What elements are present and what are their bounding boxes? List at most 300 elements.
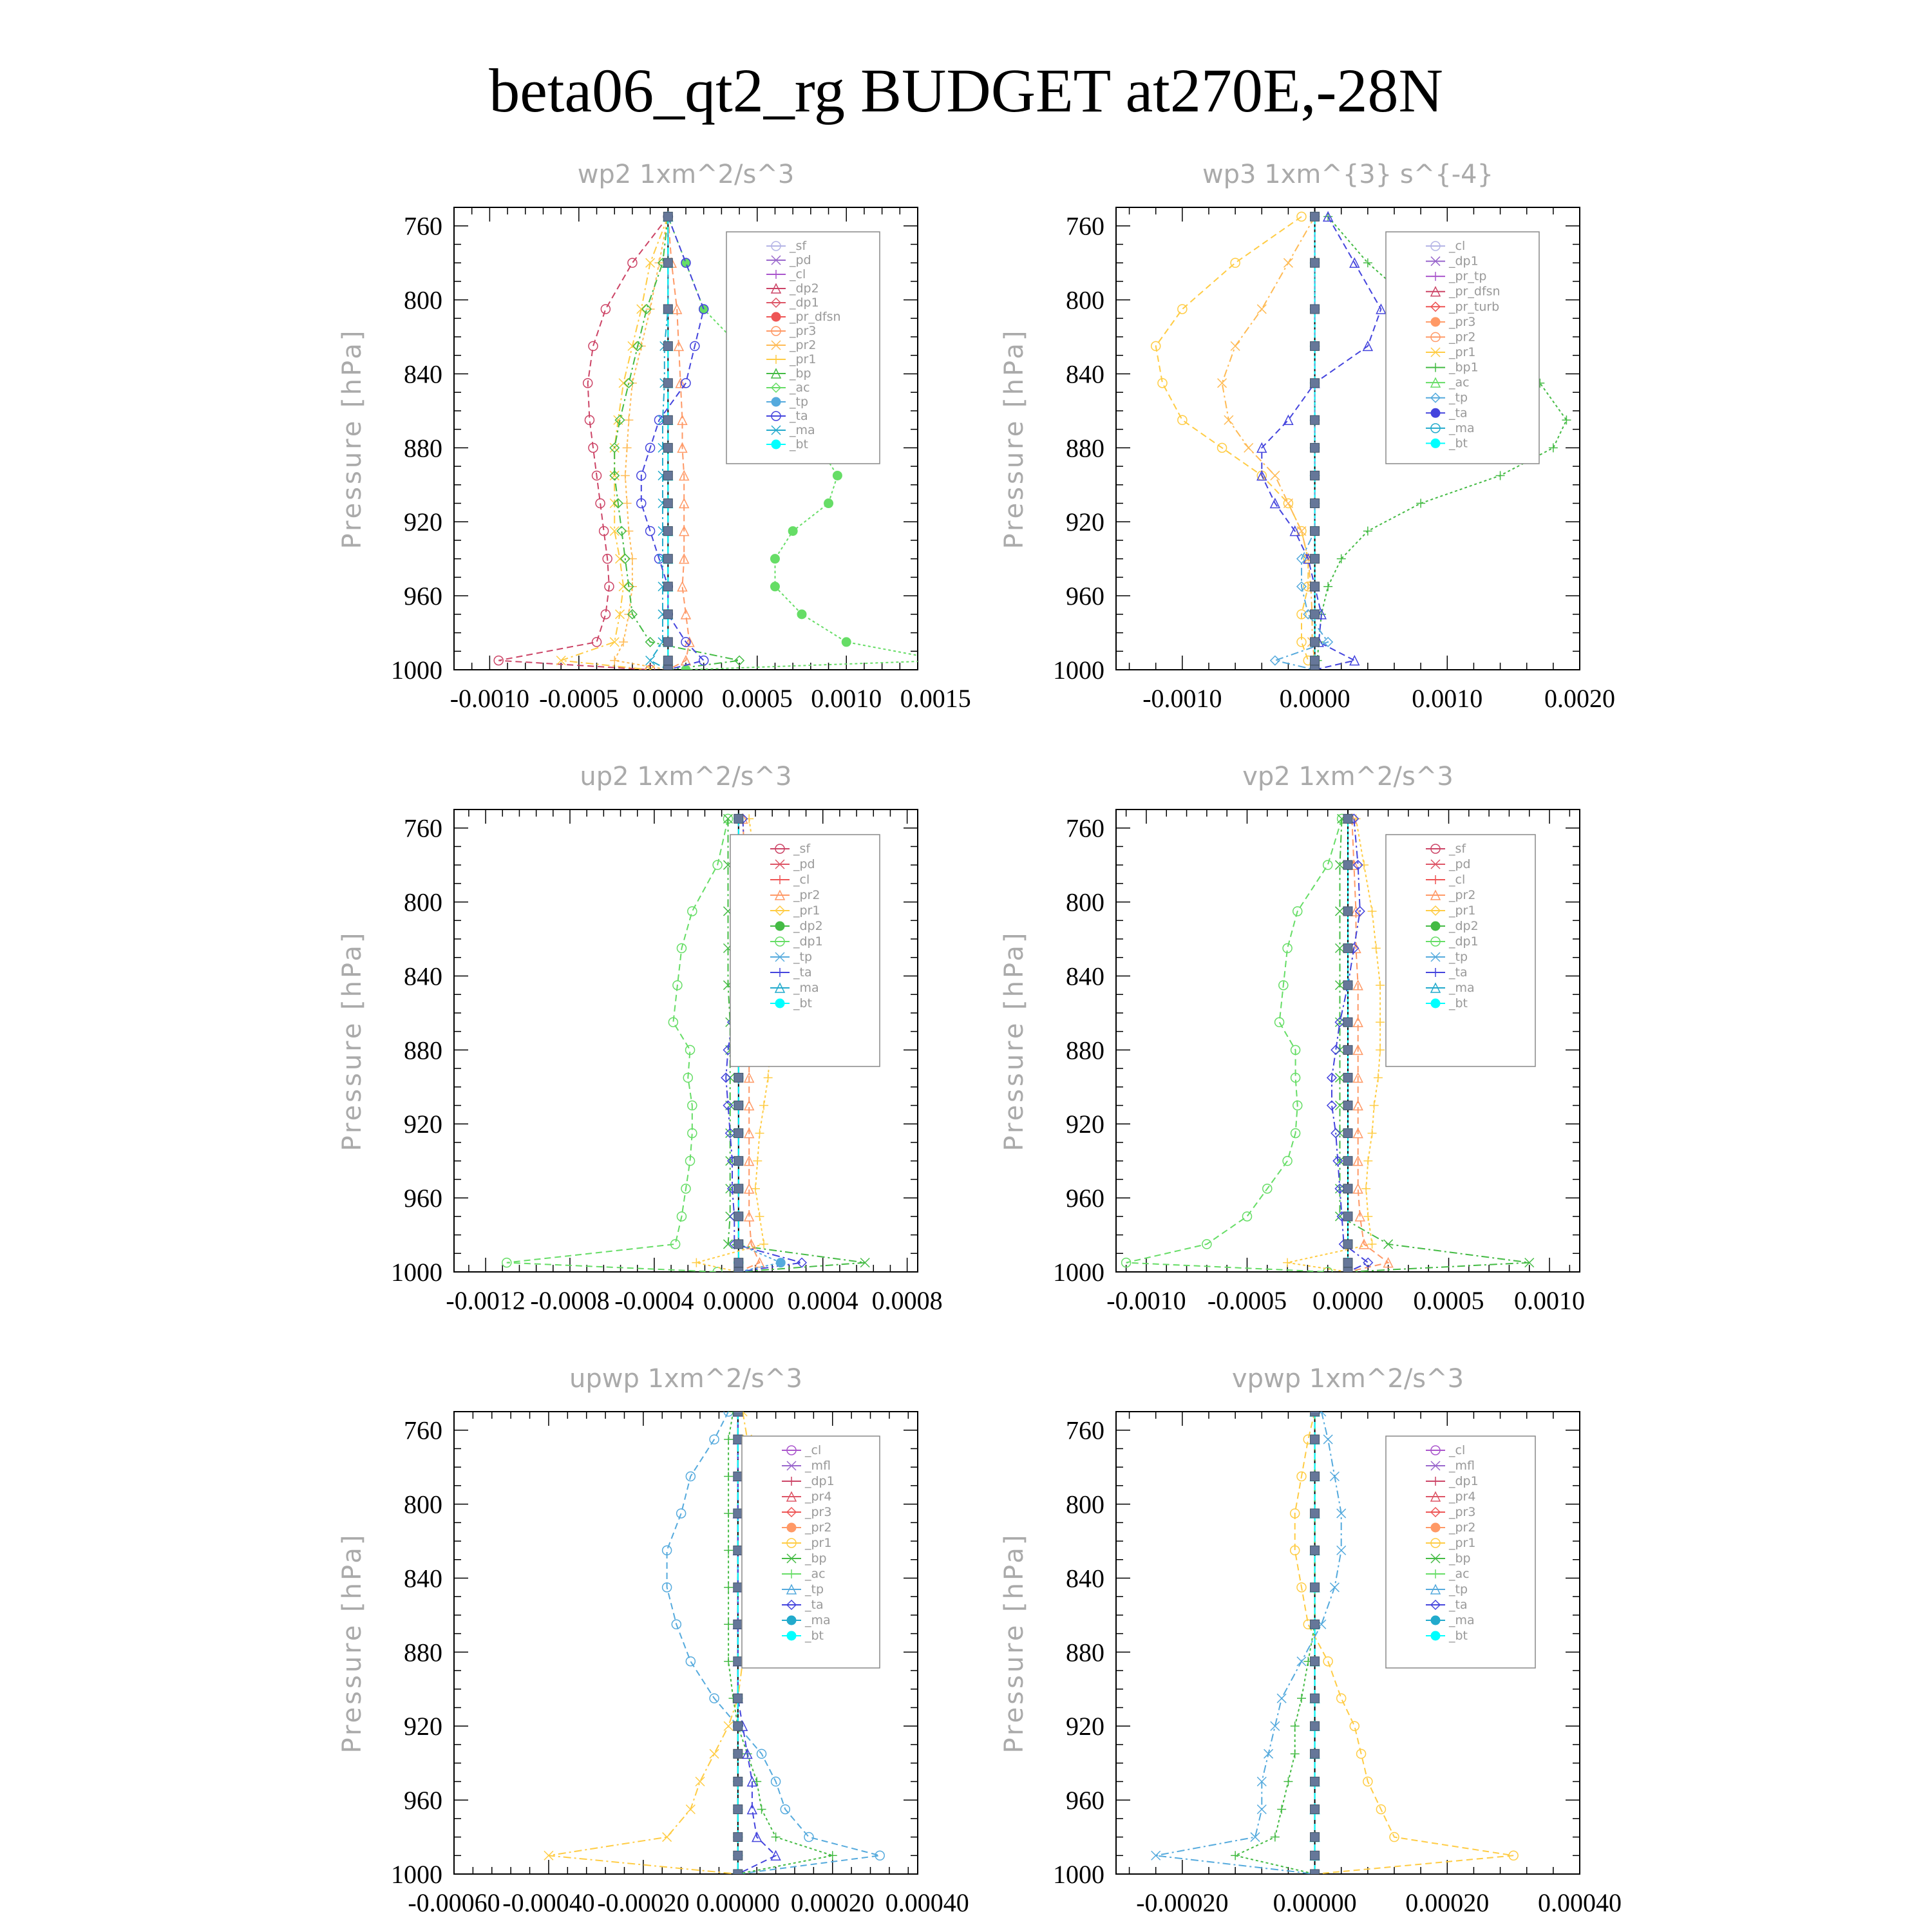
- y-axis-label: Pressure [hPa]: [999, 328, 1029, 549]
- legend-entry: _dp2: [1449, 919, 1479, 933]
- x-tick-label: 0.0000: [1279, 684, 1350, 713]
- series-point-dp2: [601, 305, 610, 314]
- legend-entry: _ac: [1449, 375, 1470, 390]
- near-zero-marker: [1343, 943, 1352, 952]
- series-point-bp1: [1562, 415, 1571, 424]
- y-tick-label: 960: [1066, 1184, 1104, 1213]
- series-point-pr1: [1363, 1157, 1372, 1166]
- y-tick-label: 920: [404, 507, 442, 537]
- y-axis-label: Pressure [hPa]: [337, 1532, 367, 1754]
- legend-entry: _dp2: [793, 919, 823, 933]
- series-point-dp2: [592, 638, 601, 647]
- series-point-tp: [1277, 1694, 1286, 1703]
- series-point-pr1: [692, 1258, 701, 1267]
- near-zero-marker: [1311, 258, 1320, 267]
- legend-entry: _cl: [1449, 239, 1466, 253]
- legend-entry: _ta: [1449, 406, 1468, 421]
- series-point-pr1: [1350, 1721, 1359, 1730]
- y-axis-label: Pressure [hPa]: [337, 328, 367, 549]
- legend-entry: _bp: [805, 1551, 827, 1566]
- series-line-dp2: [498, 216, 668, 670]
- legend-entry: _ma: [793, 981, 819, 995]
- near-zero-marker: [1311, 656, 1320, 665]
- near-zero-marker: [1311, 379, 1320, 388]
- x-tick-label: 0.0010: [1514, 1286, 1586, 1315]
- near-zero-marker: [663, 554, 672, 564]
- legend-entry: _cl: [1449, 1443, 1466, 1457]
- y-tick-label: 1000: [1053, 1860, 1104, 1889]
- near-zero-marker: [1311, 665, 1320, 674]
- legend-marker: [787, 1616, 796, 1625]
- legend-entry: _pd: [1449, 857, 1471, 871]
- near-zero-marker: [1311, 1721, 1320, 1730]
- legend-entry: _ta: [1449, 965, 1468, 980]
- legend-entry: _dp1: [793, 934, 823, 949]
- x-tick-label: -0.00040: [502, 1888, 595, 1917]
- y-tick-label: 760: [1066, 813, 1104, 843]
- legend-entry: _pr1: [1449, 345, 1476, 359]
- series-point-tp: [1330, 1583, 1339, 1592]
- series-point-ac: [788, 527, 797, 536]
- legend-marker: [775, 922, 784, 931]
- near-zero-marker: [1343, 1018, 1352, 1027]
- legend-marker: [1431, 317, 1440, 327]
- legend-entry: _bt: [1449, 996, 1468, 1010]
- legend-marker: [1431, 922, 1440, 931]
- near-zero-marker: [734, 1694, 743, 1703]
- legend-entry: _tp: [790, 395, 809, 409]
- series-point-tp: [1257, 1804, 1266, 1814]
- near-zero-marker: [1311, 1620, 1320, 1629]
- series-point-dp1: [688, 907, 697, 916]
- legend-marker: [1431, 1523, 1440, 1532]
- series-line-pr2: [1222, 216, 1315, 670]
- y-tick-label: 800: [404, 285, 442, 315]
- legend-entry: _tp: [1449, 390, 1468, 405]
- series-point-pr2: [624, 415, 633, 424]
- legend-entry: _pd: [793, 857, 815, 871]
- near-zero-marker: [1311, 1851, 1320, 1860]
- x-tick-label: -0.0010: [450, 684, 530, 713]
- legend-entry: _tp: [1449, 950, 1468, 964]
- near-zero-marker: [734, 1184, 743, 1193]
- series-point-pr2: [646, 305, 655, 314]
- legend-entry: _tp: [793, 950, 813, 964]
- series-point-pr1: [1368, 907, 1377, 916]
- y-axis-label: Pressure [hPa]: [999, 1532, 1029, 1754]
- legend-entry: _dp1: [1449, 254, 1479, 269]
- y-tick-label: 920: [404, 1110, 442, 1139]
- series-point-tp: [1264, 1749, 1273, 1758]
- legend-entry: _bt: [1449, 436, 1468, 451]
- series-point-bp: [1277, 1804, 1286, 1814]
- series-point-pr2: [623, 499, 632, 508]
- y-tick-label: 880: [404, 1638, 442, 1667]
- near-zero-marker: [663, 527, 672, 536]
- y-tick-label: 760: [1066, 1416, 1104, 1445]
- series-point-dp2: [589, 341, 598, 350]
- near-zero-marker: [1311, 499, 1320, 508]
- legend-entry: _pr2: [1449, 1520, 1476, 1535]
- legend-entry: _pr2: [790, 338, 817, 352]
- y-tick-label: 880: [1066, 433, 1104, 463]
- series-point-pr1: [759, 1240, 768, 1249]
- x-tick-label: 0.0004: [787, 1286, 858, 1315]
- near-zero-marker: [663, 582, 672, 591]
- series-point-bp1: [1323, 212, 1332, 221]
- series-point-bp1: [1363, 258, 1372, 267]
- near-zero-marker: [734, 814, 743, 823]
- series-point-pr1: [724, 1721, 733, 1730]
- series-point-dp1: [1275, 1018, 1284, 1027]
- series-point-pr1: [1283, 1258, 1292, 1267]
- y-tick-label: 800: [1066, 1490, 1104, 1519]
- x-tick-label: 0.0010: [1412, 684, 1483, 713]
- legend-entry: _pr3: [805, 1505, 832, 1519]
- series-point-pr2: [1257, 305, 1266, 314]
- near-zero-marker: [663, 471, 672, 480]
- legend-entry: _pr3: [790, 324, 817, 338]
- near-zero-marker: [734, 1546, 743, 1555]
- legend-entry: _tp: [805, 1582, 824, 1596]
- legend-marker: [787, 1631, 796, 1640]
- near-zero-marker: [663, 499, 672, 508]
- series-point-bp: [724, 1509, 733, 1518]
- y-tick-label: 840: [404, 1564, 442, 1593]
- near-zero-marker: [734, 1407, 743, 1416]
- legend-entry: _ta: [793, 965, 812, 980]
- legend-entry: _pr_turb: [1449, 299, 1500, 314]
- legend-entry: _pr3: [1449, 314, 1476, 329]
- series-point-tp: [1323, 1435, 1332, 1444]
- y-tick-label: 760: [404, 211, 442, 241]
- near-zero-marker: [1311, 341, 1320, 350]
- near-zero-marker: [1311, 443, 1320, 452]
- near-zero-marker: [734, 1157, 743, 1166]
- series-point-bp: [724, 1657, 733, 1666]
- near-zero-marker: [663, 415, 672, 424]
- near-zero-marker: [1343, 1045, 1352, 1054]
- x-tick-label: 0.0000: [632, 684, 704, 713]
- near-zero-marker: [663, 258, 672, 267]
- series-point-bp1: [1323, 582, 1332, 591]
- near-zero-marker: [1343, 1129, 1352, 1138]
- series-point-pr1: [686, 1804, 695, 1814]
- y-tick-label: 960: [1066, 1786, 1104, 1815]
- near-zero-marker: [734, 1620, 743, 1629]
- series-point-bp: [757, 1804, 766, 1814]
- legend-marker: [787, 1523, 796, 1532]
- near-zero-marker: [1311, 582, 1320, 591]
- series-point-dp2: [628, 258, 637, 267]
- series-point-tp: [686, 1657, 695, 1666]
- series-line-tp: [1275, 216, 1328, 670]
- legend-entry: _tp: [1449, 1582, 1468, 1596]
- series-point-pr1: [751, 1184, 760, 1193]
- near-zero-marker: [663, 665, 672, 674]
- series-point-bp1: [1363, 527, 1372, 536]
- legend-marker: [1431, 1616, 1440, 1625]
- near-zero-marker: [1311, 415, 1320, 424]
- legend-entry: _bt: [793, 996, 813, 1010]
- series-point-ac: [681, 665, 690, 674]
- series-point-pr1: [619, 379, 628, 388]
- near-zero-marker: [1311, 1833, 1320, 1842]
- series-point-pr1: [1376, 1018, 1385, 1027]
- y-tick-label: 840: [1066, 1564, 1104, 1593]
- panel-title: vpwp 1xm^2/s^3: [1231, 1364, 1464, 1394]
- near-zero-marker: [1311, 638, 1320, 647]
- near-zero-marker: [1343, 1184, 1352, 1193]
- page-title: beta06_qt2_rg BUDGET at270E,-28N: [489, 56, 1443, 125]
- near-zero-marker: [734, 1073, 743, 1082]
- y-tick-label: 800: [1066, 887, 1104, 917]
- series-point-tp: [677, 1509, 686, 1518]
- legend-entry: _pr2: [1449, 888, 1476, 902]
- legend-entry: _pr1: [1449, 1536, 1476, 1550]
- near-zero-marker: [1311, 1472, 1320, 1481]
- series-point-bp: [828, 1851, 837, 1860]
- y-tick-label: 920: [404, 1712, 442, 1741]
- near-zero-marker: [1311, 1435, 1320, 1444]
- series-line-pr1: [1287, 819, 1380, 1272]
- series-point-pr1: [764, 1073, 773, 1082]
- series-point-pr1: [696, 1777, 705, 1786]
- x-tick-label: 0.00020: [1405, 1888, 1490, 1917]
- y-tick-label: 840: [404, 961, 442, 991]
- y-tick-label: 1000: [1053, 656, 1104, 685]
- series-point-ac: [797, 610, 806, 619]
- y-tick-label: 920: [1066, 1712, 1104, 1741]
- legend-entry: _pd: [790, 253, 811, 267]
- legend-entry: _pr1: [790, 352, 817, 366]
- near-zero-marker: [1343, 981, 1352, 990]
- series-point-bp: [724, 1472, 733, 1481]
- near-zero-marker: [734, 1583, 743, 1592]
- series-point-bp: [1283, 1777, 1293, 1786]
- legend-marker: [772, 440, 781, 449]
- legend-entry: _cl: [793, 873, 810, 887]
- near-zero-marker: [734, 1657, 743, 1666]
- series-point-bp1: [1496, 471, 1505, 480]
- near-zero-marker: [734, 1804, 743, 1814]
- legend-entry: _ma: [1449, 1613, 1475, 1627]
- near-zero-marker: [734, 1212, 743, 1221]
- series-point-ac: [842, 638, 851, 647]
- x-tick-label: 0.0010: [811, 684, 882, 713]
- series-point-pr1: [1372, 943, 1381, 952]
- x-tick-label: -0.00020: [597, 1888, 690, 1917]
- series-point-pr1: [753, 1157, 762, 1166]
- legend-entry: _sf: [793, 842, 811, 856]
- x-tick-label: -0.0010: [1142, 684, 1222, 713]
- x-tick-label: 0.0008: [871, 1286, 943, 1315]
- series-point-pr1: [1359, 860, 1368, 869]
- y-tick-label: 760: [404, 1416, 442, 1445]
- series-point-bp1: [1416, 499, 1425, 508]
- series-point-pr1: [1297, 212, 1306, 221]
- series-point-ac: [833, 471, 842, 480]
- near-zero-marker: [663, 610, 672, 619]
- panel-2: [999, 160, 1615, 713]
- series-point-bp1: [1337, 554, 1346, 564]
- near-zero-marker: [1311, 1804, 1320, 1814]
- series-point-bp1: [1549, 443, 1558, 452]
- series-point-pr2: [610, 656, 619, 665]
- series-point-dp1: [1323, 860, 1332, 869]
- near-zero-marker: [734, 1870, 743, 1879]
- panel-3: [337, 762, 943, 1315]
- near-zero-marker: [663, 212, 672, 221]
- near-zero-marker: [663, 656, 672, 665]
- series-point-pr1: [628, 341, 637, 350]
- y-tick-label: 920: [1066, 507, 1104, 537]
- near-zero-marker: [1343, 1101, 1352, 1110]
- legend-entry: _bt: [805, 1629, 824, 1643]
- series-line-pr1: [1156, 216, 1315, 670]
- x-tick-label: 0.00040: [885, 1888, 969, 1917]
- legend-entry: _bt: [790, 437, 809, 451]
- legend-entry: _pr_dfsn: [1449, 284, 1501, 299]
- near-zero-marker: [1311, 1546, 1320, 1555]
- near-zero-marker: [663, 305, 672, 314]
- legend-entry: _ac: [1449, 1567, 1470, 1581]
- series-point-pr1: [755, 1212, 764, 1221]
- series-point-bp: [1291, 1721, 1300, 1730]
- x-tick-label: -0.0008: [530, 1286, 610, 1315]
- panel-title: vp2 1xm^2/s^3: [1242, 762, 1454, 791]
- near-zero-marker: [734, 1749, 743, 1758]
- legend-entry: _pr4: [805, 1490, 832, 1504]
- series-point-pr1: [710, 1749, 719, 1758]
- x-tick-label: 0.0005: [1413, 1286, 1484, 1315]
- legend-entry: _pr_tp: [1449, 269, 1487, 284]
- near-zero-marker: [663, 443, 672, 452]
- y-tick-label: 880: [1066, 1036, 1104, 1065]
- y-tick-label: 840: [1066, 961, 1104, 991]
- near-zero-marker: [1343, 1258, 1352, 1267]
- legend-entry: _pr_dfsn: [790, 310, 841, 324]
- near-zero-marker: [1311, 554, 1320, 564]
- legend-entry: _bp: [1449, 1551, 1471, 1566]
- legend-entry: _ta: [790, 409, 808, 423]
- near-zero-marker: [663, 341, 672, 350]
- near-zero-marker: [734, 1833, 743, 1842]
- near-zero-marker: [1343, 1240, 1352, 1249]
- y-axis-label: Pressure [hPa]: [337, 930, 367, 1151]
- x-tick-label: -0.0012: [446, 1286, 526, 1315]
- series-point-pr1: [1370, 1101, 1379, 1110]
- series-point-bp: [1231, 1851, 1240, 1860]
- legend-marker: [772, 312, 781, 321]
- series-point-tp: [1271, 1721, 1280, 1730]
- near-zero-marker: [663, 379, 672, 388]
- near-zero-marker: [1343, 1157, 1352, 1166]
- legend-entry: _pr2: [1449, 330, 1476, 345]
- x-tick-label: -0.0004: [614, 1286, 694, 1315]
- series-point-pr2: [623, 443, 632, 452]
- series-point-bp: [1271, 1833, 1280, 1842]
- series-point-pr2: [621, 471, 630, 480]
- series-line-dp1: [1126, 819, 1342, 1272]
- near-zero-marker: [1343, 814, 1352, 823]
- series-point-pr2: [1271, 471, 1280, 480]
- y-tick-label: 760: [1066, 211, 1104, 241]
- y-tick-label: 800: [404, 1490, 442, 1519]
- series-point-ac: [824, 499, 833, 508]
- near-zero-marker: [1311, 1657, 1320, 1666]
- legend-entry: _pr1: [805, 1536, 832, 1550]
- legend-entry: _mfl: [1449, 1459, 1475, 1473]
- legend-entry: _ma: [1449, 421, 1475, 435]
- near-zero-marker: [734, 1435, 743, 1444]
- series-point-pr1: [637, 305, 646, 314]
- series-point-pr2: [619, 638, 628, 647]
- series-point-pr1: [1368, 1240, 1377, 1249]
- legend-entry: _cl: [805, 1443, 822, 1457]
- y-tick-label: 960: [404, 1786, 442, 1815]
- series-point-pr1: [1374, 1073, 1383, 1082]
- series-point-pr1: [1376, 1045, 1385, 1054]
- y-tick-label: 880: [404, 1036, 442, 1065]
- near-zero-marker: [1311, 1694, 1320, 1703]
- x-tick-label: 0.00020: [790, 1888, 875, 1917]
- legend-entry: _pr1: [793, 904, 820, 918]
- y-tick-label: 840: [1066, 359, 1104, 389]
- x-tick-label: 0.0000: [1312, 1286, 1383, 1315]
- y-tick-label: 1000: [391, 656, 442, 685]
- series-line-ta: [1262, 216, 1381, 670]
- series-point-pr1: [744, 814, 753, 823]
- y-tick-label: 880: [1066, 1638, 1104, 1667]
- legend-marker: [1431, 439, 1440, 448]
- x-tick-label: 0.0015: [900, 684, 971, 713]
- y-tick-label: 1000: [391, 1258, 442, 1287]
- y-tick-label: 1000: [391, 1860, 442, 1889]
- legend-entry: _pr3: [1449, 1505, 1476, 1519]
- series-point-ta: [1350, 656, 1359, 665]
- legend-marker: [1431, 999, 1440, 1008]
- x-tick-label: -0.0005: [1207, 1286, 1287, 1315]
- near-zero-marker: [734, 1851, 743, 1860]
- x-tick-label: -0.0010: [1106, 1286, 1186, 1315]
- near-zero-marker: [1311, 610, 1320, 619]
- near-zero-marker: [734, 1509, 743, 1518]
- series-line-pr2: [614, 216, 668, 670]
- series-point-pr1: [759, 1101, 768, 1110]
- x-tick-label: 0.00040: [1538, 1888, 1622, 1917]
- series-point-pr1: [1337, 1694, 1346, 1703]
- legend-marker: [772, 397, 781, 406]
- x-tick-label: 0.00000: [1273, 1888, 1357, 1917]
- legend-entry: _pr2: [805, 1520, 832, 1535]
- series-point-tp: [1337, 1546, 1346, 1555]
- legend-entry: _sf: [1449, 842, 1466, 856]
- near-zero-marker: [734, 1258, 743, 1267]
- panel-title: wp2 1xm^2/s^3: [577, 160, 795, 189]
- x-tick-label: 0.0020: [1544, 684, 1615, 713]
- series-group: [494, 207, 949, 674]
- legend-entry: _ta: [805, 1598, 824, 1612]
- series-point-pr1: [1178, 415, 1187, 424]
- series-point-pr1: [1368, 1129, 1377, 1138]
- series-point-bp: [772, 1833, 781, 1842]
- near-zero-marker: [1311, 1749, 1320, 1758]
- legend-entry: _pr4: [1449, 1490, 1476, 1504]
- series-point-pr2: [1231, 341, 1240, 350]
- series-point-pr2: [1283, 258, 1293, 267]
- legend-entry: _ac: [790, 381, 810, 395]
